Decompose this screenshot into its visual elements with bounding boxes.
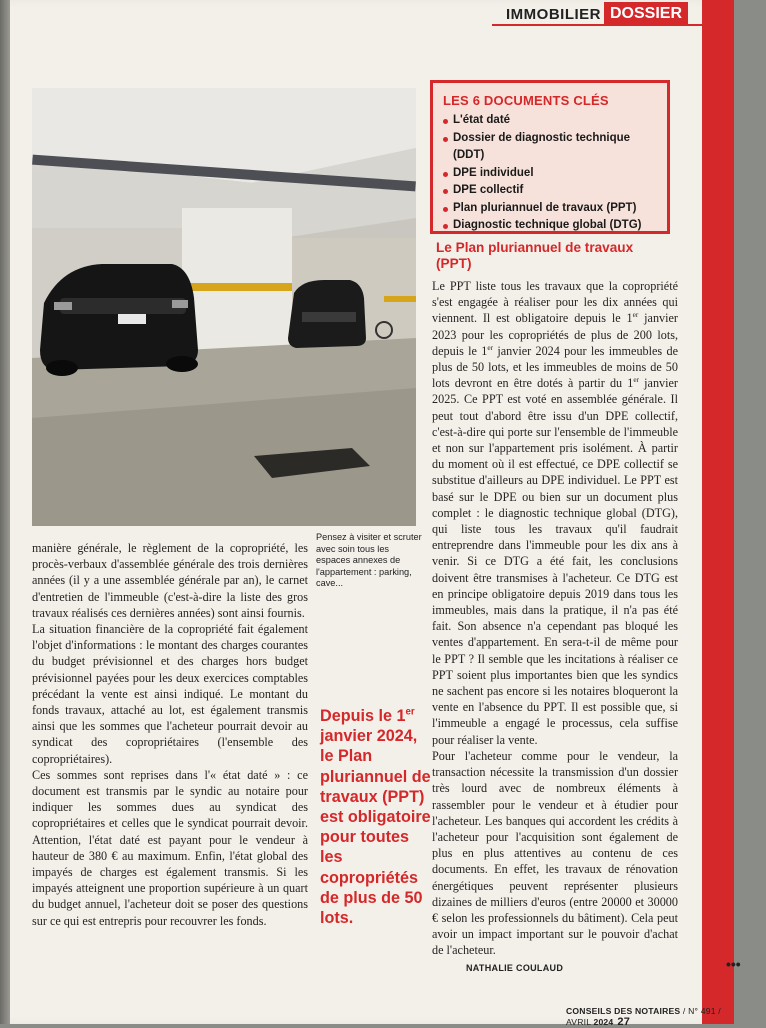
right-paragraph-1 [432,278,678,748]
red-page-edge [702,0,734,1024]
left-paragraph-2: La situation financière de la copropriété fait également l'objet d'informations : le montant des charges courantes du budget prévisionnel et des charges hors budget prévisionnel payées pour les deux exercices comptables précédant la vente est ainsi indiqué. Le montant du fonds travaux, attaché au lot, est également transmis ainsi que les sommes que l'acheteur pourrait devoir au syndicat des copropriétaires (l'ensemble des copropriétaires). [32,622,308,766]
text-run: janvier 2025. Ce PPT est voté en assemblée générale. Il peut tout d'abord être issu d'un DPE collectif, c'est-à-dire qui porte sur l'ensemble de l'immeuble et non sur l'appartement pris isolément. À partir du moment où il est effectué, ce DPE collectif se substitue d'ailleurs au DPE individuel. Le PPT est basé sur le DPE ou bien sur un document plus complet : le diagnostic technique global (DTG), qui liste tous les travaux qu'il faudrait entreprendre dans l'immeuble pour les dix ans à venir. Si ce DTG a été fait, les conclusions doivent être transmises à l'acheteur. Ce DTG est en principe obligatoire depuis 2019 dans tous les immeubles, mais dans la pratique, il n'a pas été fait. Son absence n'a cependant pas bloqué les ventes d'appartement. En sera-t-il de même pour le PPT ? Il semble que les incitations à réaliser ce PPT soient plus importantes bien que les syndics ne sachent pas encore si les notaires bloqueront la vente en l'absence du PPT. Il est possible que, si l'immeuble a engagé le processus, cela suffise pour réaliser la vente. [432,376,678,747]
list-item: L'état daté [443,112,657,130]
text-run: janvier 2024, le Plan pluriannuel de travaux (PPT) est obligatoire pour toutes les copropriétés de plus de 50 lots. [320,727,431,928]
superscript: er [487,342,494,352]
superscript: er [405,706,415,718]
key-documents-title: LES 6 DOCUMENTS CLÉS [443,93,609,108]
pull-quote [320,706,432,928]
magazine-name: CONSEILS DES NOTAIRES [566,1006,681,1016]
end-mark: ••• [726,956,741,972]
list-item: DPE collectif [443,182,657,200]
photo-caption: Pensez à visiter et scruter avec soin tous les espaces annexes de l'appartement : parking, cave... [316,532,422,588]
key-documents-box [430,80,670,234]
magazine-page [10,0,741,1028]
section-heading: Le Plan pluriannuel de travaux (PPT) [436,240,634,271]
page-footer [566,1006,734,1028]
left-paragraph-1: manière générale, le règlement de la copropriété, les procès-verbaux d'assemblée générale des trois dernières années (il y a une assemblée générale par an), le carnet d'entretien de l'immeuble (c'est-à-dire la liste des gros travaux réalisés ces dernières années) sont ainsi fournis. [32,541,308,620]
rubric-label: IMMOBILIER [506,6,601,23]
left-column [32,540,308,929]
superscript: er [633,375,640,385]
key-documents-list [443,112,657,235]
list-item: Diagnostic technique global (DTG) [443,217,657,235]
right-paragraph-2: Pour l'acheteur comme pour le vendeur, la transaction nécessite la transmission d'un dossier très lourd avec de nombreux éléments à rassembler pour le vendeur et à étudier pour l'acheteur. Les banques qui accordent les crédits à l'acheteur pour l'acquisition sont également de plus en plus attentives au contenu de ces documents. En effet, les travaux de rénovation énergétiques peuvent représenter plusieurs dizaines de milliers d'euros (entre 20000 et 30000 € selon les professionnels du bâtiment). Cela peut avoir un impact important sur le pouvoir d'achat de l'acheteur. [432,748,678,958]
text-run: janvier 2024 pour les immeubles de plus de 50 lots, et les immeubles de moins de 50 lots devront en être dotés à partir du 1 [432,343,678,391]
superscript: er [632,310,639,320]
parking-garage-photo [32,88,416,526]
text-run: Depuis le 1 [320,707,406,725]
list-item: DPE individuel [443,165,657,183]
left-paragraph-3: Ces sommes sont reprises dans l'« état daté » : ce document est transmis par le syndic au notaire pour indiquer les sommes dues au syndicat des copropriétaires et celles que le syndicat pourrait devoir. Attention, l'état daté est payant pour le vendeur à hauteur de 380 € au maximum. Enfin, l'état global des impayés de charges est également transmis. Si les impayés atteignent une proportion supérieure à un quart du budget annuel, l'acheteur doit se poser des questions sur ce qui est entrepris pour recouvrer les fonds. [32,767,308,928]
author-byline: NATHALIE COULAUD [466,963,564,973]
text-run: Le PPT liste tous les travaux que la copropriété s'est engagée à réaliser pour les dix années qui viennent. Il est obligatoire depuis le 1 [432,279,678,326]
issue-info: / N° 491 / AVRIL [566,1006,721,1027]
list-item: Plan pluriannuel de travaux (PPT) [443,200,657,218]
right-column [432,278,678,959]
page-number: 27 [617,1016,631,1028]
text-run: janvier 2023 pour les copropriétés de plus de 200 lots, depuis le 1 [432,311,678,358]
list-item: Dossier de diagnostic technique (DDT) [443,130,657,165]
section-badge: DOSSIER [604,2,688,26]
issue-year: 2024 [593,1017,614,1027]
